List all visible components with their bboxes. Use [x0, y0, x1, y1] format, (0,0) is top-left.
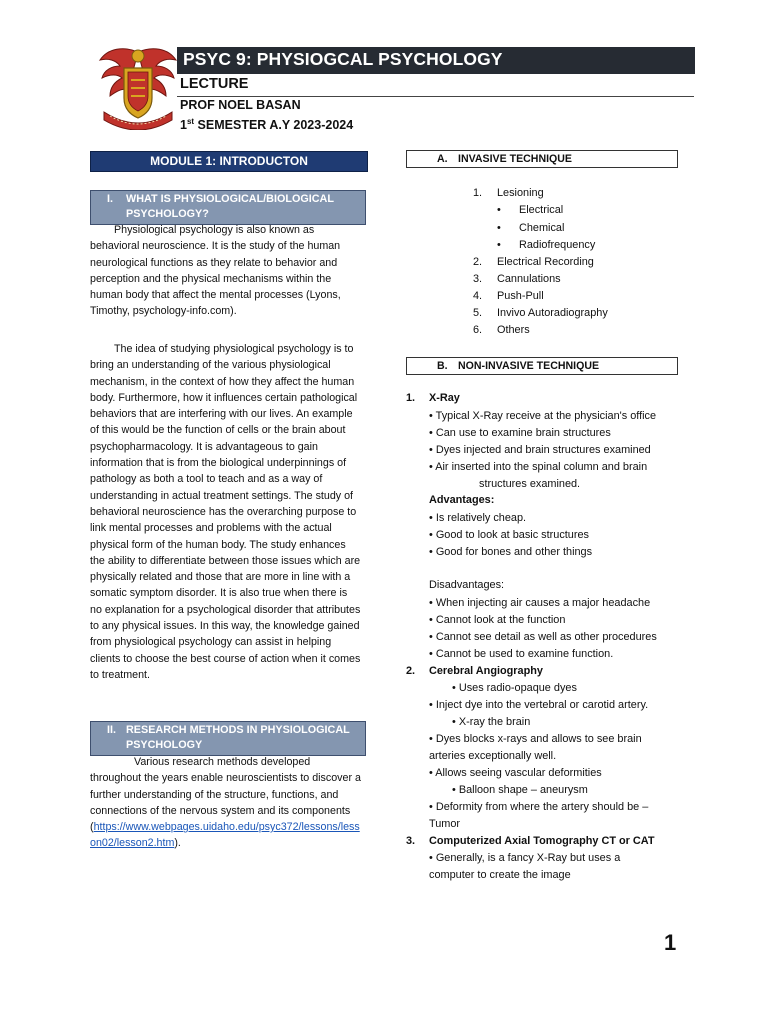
university-seal-logo	[98, 42, 178, 130]
semester-ordinal-suffix: st	[186, 117, 195, 126]
bullet-line: • Typical X-Ray receive at the physician's office	[429, 410, 657, 422]
sub-list-item: Radiofrequency	[519, 239, 596, 251]
page-number: 1	[664, 930, 677, 955]
section-number: I.	[107, 193, 113, 205]
bullet-line: • Dyes injected and brain structures examined	[429, 444, 651, 456]
list-number: 4.	[473, 290, 483, 302]
bullet-line: • Inject dye into the vertebral or carotid artery.	[429, 699, 649, 711]
section-number: II.	[107, 724, 116, 736]
bullet-line: • Dyes blocks x-rays and allows to see brain	[429, 733, 642, 745]
semester-line	[180, 117, 353, 132]
semester-ordinal: 1	[180, 118, 187, 133]
bullet-line: • Can use to examine brain structures	[429, 427, 611, 439]
list-item: Electrical Recording	[497, 256, 594, 268]
bullet-line: • Uses radio-opaque dyes	[452, 682, 577, 694]
bullet-line: • X-ray the brain	[452, 716, 531, 728]
heading-letter: B.	[437, 360, 448, 372]
bullet-line: • Allows seeing vascular deformities	[429, 767, 602, 779]
item-number: 1.	[406, 392, 416, 404]
bullet-line-continued: arteries exceptionally well.	[429, 750, 557, 762]
sub-list-item: Chemical	[519, 222, 565, 234]
bullet-line-continued: Tumor	[429, 818, 461, 830]
section-heading-what-is	[90, 190, 366, 225]
paragraph-purpose	[90, 341, 362, 683]
section-label: WHAT IS PHYSIOLOGICAL/BIOLOGICAL PSYCHOLOGY?	[126, 193, 334, 220]
bullet-line: • Cannot be used to examine function.	[429, 648, 614, 660]
bullet: •	[497, 222, 501, 234]
disadvantages-label: Disadvantages:	[429, 579, 505, 591]
bullet-line: • Is relatively cheap.	[429, 512, 527, 524]
paragraph-text: The idea of studying physiological psychology is to bring an understanding of the various physiological mechanism, in the context of how they affect the human body. Furthermore, how it influences certain pathological behaviors that are interfering with our lives. An example of this would be the function of cells or the brain about psychopharmacology. It is advantageous to gain information that is from the biological underpinnings of pathology as both a tool to teach and as a way of understanding in actual treatment settings. The study of behavioral neuroscience has the overarching purpose to link mental processes and problems with the actual physical form of the human body. The study enhances the ability to differentiate between those issues which are physically related and those that are more in line with a somatic symptom disorder. It is also true when there is no explanation for a psychological disorder that attributes to any physical issues. In this way, the knowledge gained from physiological psychology can assist in helping clients to choose the best course of action when it comes to treatment.	[90, 343, 361, 681]
bullet-line: • Good for bones and other things	[429, 546, 593, 558]
list-item: Lesioning	[497, 187, 544, 199]
sub-list-item: Electrical	[519, 204, 564, 216]
list-number: 6.	[473, 324, 483, 336]
item-number: 2.	[406, 665, 416, 677]
paragraph-definition	[90, 222, 362, 320]
course-title: PSYC 9: PHYSIOGCAL PSYCHOLOGY	[183, 49, 503, 69]
list-item: Cannulations	[497, 273, 561, 285]
paragraph-text: Various research methods developed throughout the years enable neuroscientists to discover a further understanding of the structure, functions, and connections of the nervous system and its components	[90, 756, 361, 817]
non-invasive-technique-heading	[406, 357, 678, 375]
list-number: 5.	[473, 307, 483, 319]
heading-label: INVASIVE TECHNIQUE	[458, 153, 572, 165]
semester-text: SEMESTER A.Y 2023-2024	[194, 118, 354, 133]
item-number: 3.	[406, 835, 416, 847]
list-item: Others	[497, 324, 530, 336]
bullet-line: • Deformity from where the artery should be –	[429, 801, 649, 813]
module-heading: MODULE 1: INTRODUCTON	[90, 151, 368, 172]
lecture-label: LECTURE	[180, 76, 249, 92]
bullet: •	[497, 204, 501, 216]
heading-letter: A.	[437, 153, 448, 165]
item-title: X-Ray	[429, 392, 460, 404]
item-title: Cerebral Angiography	[429, 665, 543, 677]
list-item: Invivo Autoradiography	[497, 307, 608, 319]
item-title: Computerized Axial Tomography CT or CAT	[429, 835, 655, 847]
bullet-line-continued: computer to create the image	[429, 869, 571, 881]
bullet-line: • Generally, is a fancy X-Ray but uses a	[429, 852, 621, 864]
paren-close: ).	[174, 837, 181, 850]
reference-link[interactable]: https://www.webpages.uidaho.edu/psyc372/lessons/lesson02/lesson2.htm	[90, 821, 360, 850]
bullet: •	[497, 239, 501, 251]
professor-name: PROF NOEL BASAN	[180, 98, 301, 112]
invasive-technique-heading	[406, 150, 678, 168]
university-seal-eagle-icon	[98, 42, 178, 130]
list-number: 1.	[473, 187, 483, 199]
advantages-label: Advantages:	[429, 494, 495, 506]
list-item: Push-Pull	[497, 290, 544, 302]
list-number: 2.	[473, 256, 483, 268]
bullet-line: • Cannot see detail as well as other procedures	[429, 631, 657, 643]
list-number: 3.	[473, 273, 483, 285]
bullet-line-continued: structures examined.	[479, 478, 581, 490]
section-heading-research-methods	[90, 721, 366, 756]
paragraph-text: Physiological psychology is also known as behavioral neuroscience. It is the study of the human neurological functions as they relate to behavior and perception and the physical mechanisms within the human body that affect the mental processes (Lyons, Timothy, psychology-info.com).	[90, 224, 341, 318]
bullet-line: • Good to look at basic structures	[429, 529, 589, 541]
bullet-line: • Air inserted into the spinal column and brain	[429, 461, 648, 473]
section-label: RESEARCH METHODS IN PHYSIOLOGICAL PSYCHOLOGY	[126, 724, 350, 751]
bullet-line: • Cannot look at the function	[429, 614, 566, 626]
bullet-line: • When injecting air causes a major headache	[429, 597, 651, 609]
paragraph-research	[90, 754, 362, 852]
bullet-line: • Balloon shape – aneurysm	[452, 784, 588, 796]
paren-open: (	[90, 821, 94, 834]
header-divider	[177, 96, 694, 97]
heading-label: NON-INVASIVE TECHNIQUE	[458, 360, 600, 372]
